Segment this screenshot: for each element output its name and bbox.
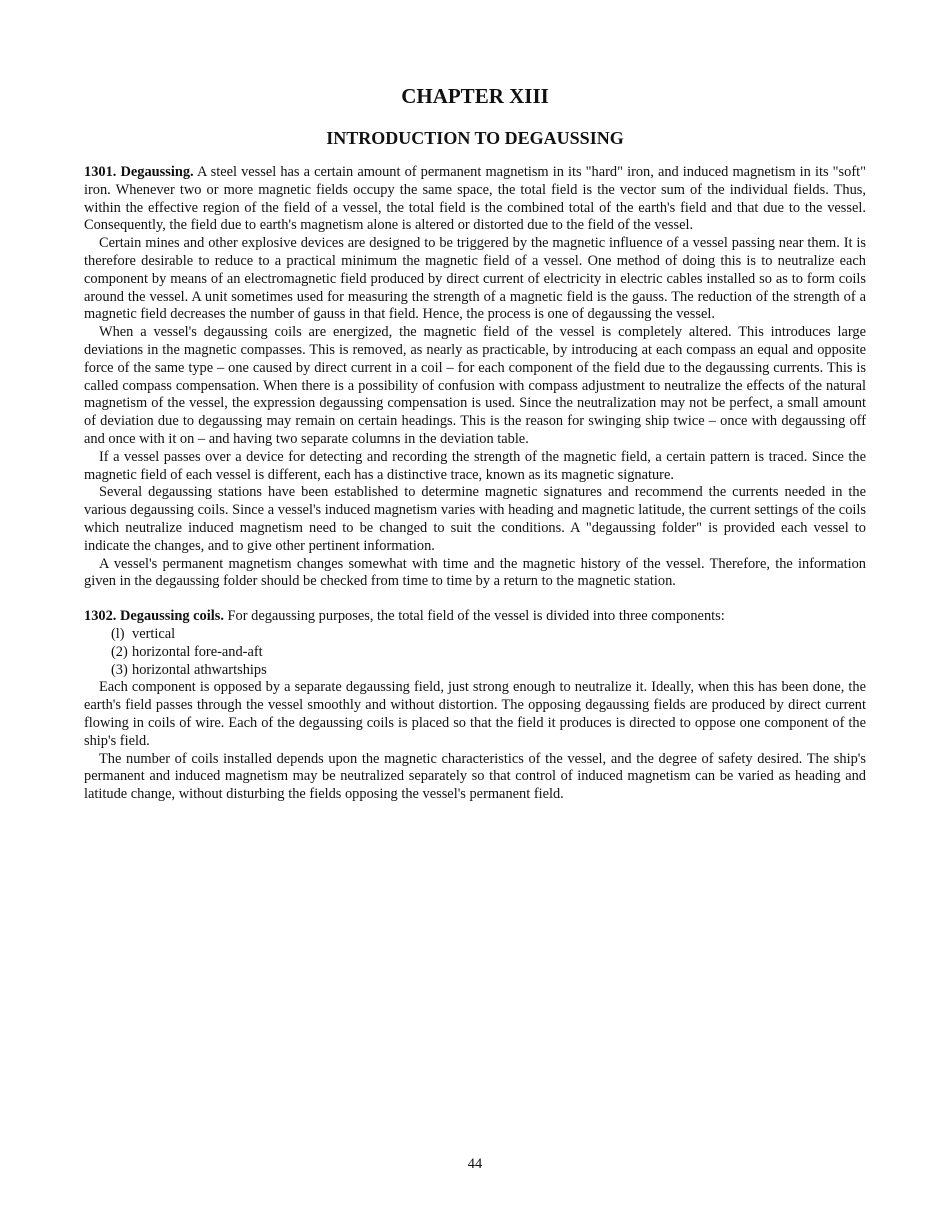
list-item [84,644,866,662]
section-1301-paragraph: When a vessel's degaussing coils are energized, the magnetic field of the vessel is completely altered. This introduces large deviations in the magnetic compasses. This is removed, as nearly as practicable, by introducing at each compass an equal and opposite force of the same type – one caused by direct current in a coil – for each component of the field due to the degaussing currents. This is called compass compensation. When there is a possibility of confusion with compass adjustment to neutralize the effects of the natural magnetism of the vessel, the expression degaussing compensation is used. Since the neutralization may not be perfect, a small amount of deviation due to degaussing may remain on certain headings. This is the reason for swinging ship twice – once with degaussing off and once with it on – and having two separate columns in the deviation table. [84,324,866,447]
list-item-text: horizontal athwartships [132,661,267,678]
section-1301-paragraph: If a vessel passes over a device for detecting and recording the strength of the magnetic field, a certain pattern is traced. Since the magnetic field of each vessel is different, each has a distinctive trace, known as its magnetic signature. [84,448,866,483]
section-1302-heading: 1302. Degaussing coils. [84,608,224,625]
list-item [84,626,866,644]
list-item-number: (l) [111,625,125,642]
list-item [84,662,866,680]
section-1301-lead-text: A steel vessel has a certain amount of permanent magnetism in its "hard" iron, and induced magnetism in its "soft" iron. Whenever two or more magnetic fields occupy the same space, the total field is the vector sum of the individual fields. Thus, within the effective region of the field of a vessel, the total field is the combined total of the earth's field and that due to the vessel. Consequently, the field due to earth's magnetism alone is altered or distorted due to the field of the vessel. [84,164,866,234]
section-1302 [84,608,866,804]
list-item-number: (3) [111,661,128,678]
list-item-text: vertical [132,625,176,642]
section-1301-heading: 1301. Degaussing. [84,164,194,180]
page-number: 44 [467,1156,483,1172]
section-1302-paragraph: Each component is opposed by a separate degaussing field, just strong enough to neutralize it. Ideally, when this has been done, the earth's field passes through the vessel smoothly and without distortion. The opposing degaussing fields are produced by direct current flowing in coils of wire. Each of the degaussing coils is placed so that the field it produces is directed to oppose one component of the ship's field. [84,679,866,749]
section-1302-lead-text: For degaussing purposes, the total field of the vessel is divided into three components: [227,608,725,625]
document-page [84,82,866,821]
section-1302-paragraph: The number of coils installed depends upon the magnetic characteristics of the vessel, and the degree of safety desired. The ship's permanent and induced magnetism may be neutralized separately so that control of induced magnetism can be varied as heading and latitude change, without disturbing the fields opposing the vessel's permanent field. [84,750,866,803]
section-1301-paragraph: Certain mines and other explosive devices are designed to be triggered by the magnetic influence of a vessel passing near them. It is therefore desirable to reduce to a practical minimum the magnetic field of a vessel. One method of doing this is to neutralize each component by means of an electromagnetic field produced by direct current of electricity in electric cables installed so as to form coils around the vessel. A unit sometimes used for measuring the strength of a magnetic field is the gauss. The reduction of the strength of a magnetic field decreases the number of gauss in that field. Hence, the process is one of degaussing the vessel. [84,235,866,323]
section-1301 [84,164,866,591]
chapter-subtitle: INTRODUCTION TO DEGAUSSING [326,128,624,148]
section-1302-lead-paragraph [84,608,866,626]
chapter-title: CHAPTER XIII [401,84,549,108]
section-1301-lead-paragraph [84,164,866,235]
list-item-text: horizontal fore-and-aft [132,643,263,660]
component-list [84,626,866,679]
section-1301-paragraph: Several degaussing stations have been established to determine magnetic signatures and recommend the currents needed in the various degaussing coils. Since a vessel's induced magnetism varies with heading and magnetic latitude, the current settings of the coils which neutralize induced magnetism need to be changed to suit the conditions. A "degaussing folder" is provided each vessel to indicate the changes, and to give other pertinent information. [84,484,866,554]
section-1301-paragraph: A vessel's permanent magnetism changes somewhat with time and the magnetic history of the vessel. Therefore, the information given in the degaussing folder should be checked from time to time by a return to the magnetic station. [84,555,866,590]
list-item-number: (2) [111,643,128,660]
